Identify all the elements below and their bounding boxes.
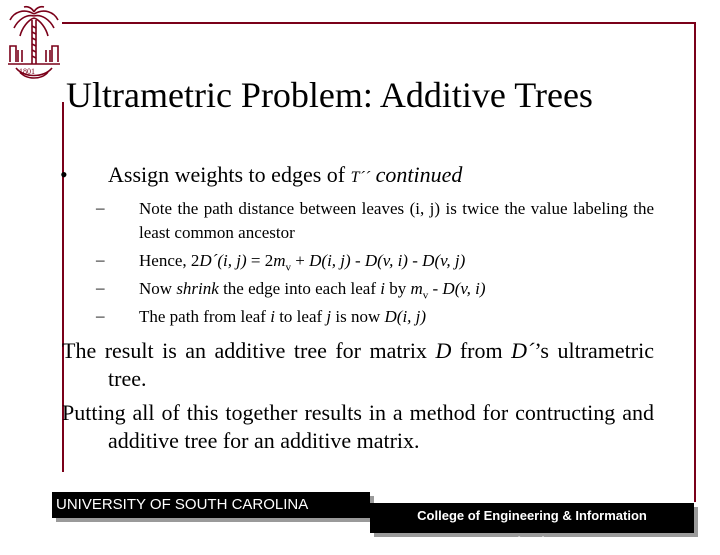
frame-right-line bbox=[694, 22, 696, 502]
footer-college-banner bbox=[370, 503, 694, 549]
sub-item-3: Now shrink the edge into each leaf i by $m_v - D(v$, i) bbox=[139, 279, 486, 302]
seal-year: 1801 bbox=[19, 67, 35, 76]
sub-item-2: Hence, 2D´(i, $j) = 2m_v + D(i$, j) - D(v, i) - D(v, j) bbox=[139, 251, 466, 274]
paragraph-summary: Putting all of this together results in a method for contructing and additive tree for an additive matrix. bbox=[62, 400, 654, 453]
footer-college-line1: College of Engineering & Information bbox=[417, 508, 647, 523]
footer-university-banner: UNIVERSITY OF SOUTH CAROLINA bbox=[52, 492, 370, 518]
page-title: Ultrametric Problem: Additive Trees bbox=[66, 75, 593, 115]
sub-item-1: Note the path distance between leaves (i, j) is twice the value labeling the least common ancestor bbox=[139, 199, 654, 242]
bullet-text: Assign weights to edges of T´´ continued bbox=[108, 162, 463, 187]
footer-college-line2: Technology bbox=[496, 534, 568, 549]
frame-top-line bbox=[62, 22, 696, 24]
sub-dash-3: – bbox=[96, 278, 105, 297]
sub-dash-1: – bbox=[96, 198, 105, 217]
paragraph-result: The result is an additive tree for matrix D from D´’s ultrametric tree. bbox=[62, 338, 654, 391]
bullet-marker: • bbox=[60, 162, 68, 187]
sub-dash-4: – bbox=[96, 306, 105, 325]
sub-dash-2: – bbox=[96, 250, 105, 269]
sub-item-4: The path from leaf i to leaf j is now D(i, j) bbox=[139, 307, 427, 326]
